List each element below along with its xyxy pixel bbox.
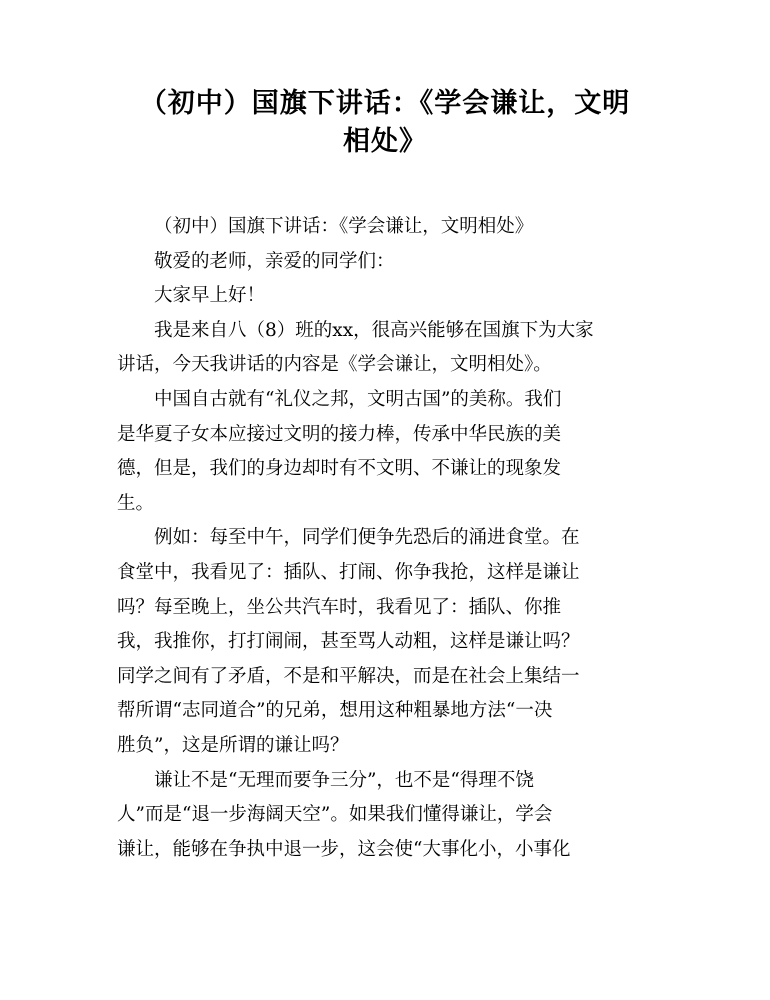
paragraph-morning: 大家早上好！ <box>154 285 266 307</box>
document-body <box>117 210 652 867</box>
paragraph-tradition: 中国自古就有“礼仪之邦，文明古国”的美称。我们 是华夏子女本应接过文明的接力棒，传承中华民族的美 德，但是，我们的身边却时有不文明、不谦让的现象发 生。 <box>117 388 562 514</box>
document-title <box>100 85 670 161</box>
paragraph-intro: 我是来自八（8）班的xx，很高兴能够在国旗下为大家 讲话，今天我讲话的内容是《学会谦让，文明相处》。 <box>117 319 594 376</box>
paragraph-subtitle: （初中）国旗下讲话：《学会谦让，文明相处》 <box>154 216 534 237</box>
paragraph-greeting: 敬爱的老师，亲爱的同学们： <box>154 250 395 272</box>
title-line-1: （初中）国旗下讲话：《学会谦让，文明 <box>139 88 631 119</box>
title-line-2: 相处》 <box>343 126 427 157</box>
paragraph-examples: 例如：每至中午，同学们便争先恐后的涌进食堂。在 食堂中，我看见了：插队、打闹、你争我抢，这样是谦让 吗？每至晚上，坐公共汽车时，我看见了：插队、你推 我，我推你，打打闹闹，甚至骂人动粗，这样是谦让吗？ 同学之间有了矛盾，不是和平解决，而是在社会上集结一 帮所谓“志同道合”的兄弟，想用这种粗暴地方法“一决 胜负”，这是所谓的谦让吗？ <box>117 527 580 756</box>
paragraph-humility: 谦让不是“无理而要争三分”，也不是“得理不饶 人”而是“退一步海阔天空”。如果我们懂得谦让，学会 谦让，能够在争执中退一步，这会使“大事化小，小事化 <box>117 769 571 860</box>
